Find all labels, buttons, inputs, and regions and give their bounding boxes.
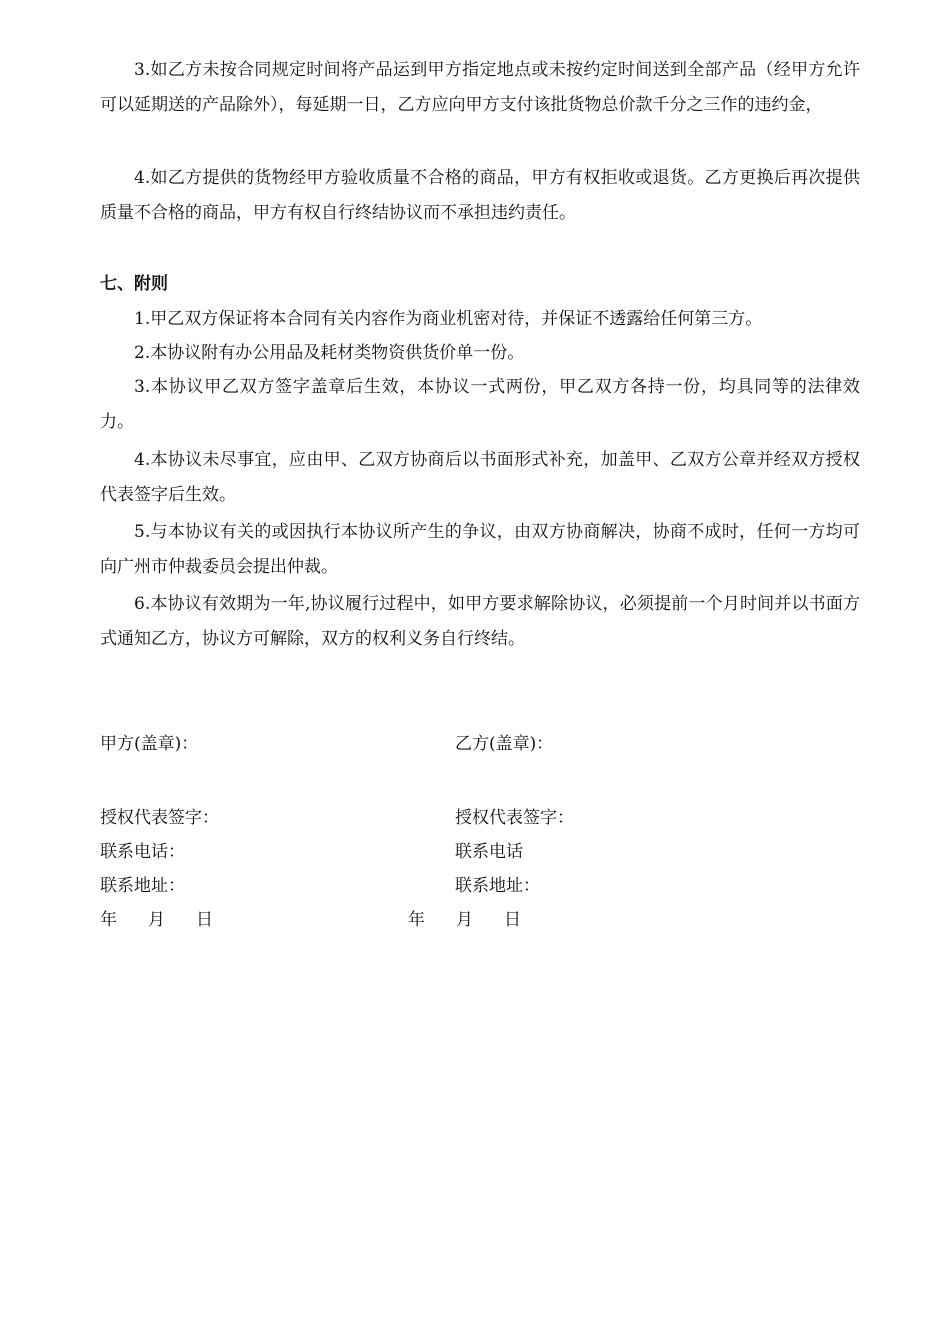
party-b-date-month: 月 (456, 910, 473, 930)
party-a-date-month: 月 (148, 910, 165, 930)
clause-7-1: 1.甲乙双方保证将本合同有关内容作为商业机密对待，并保证不透露给任何第三方。 (134, 309, 763, 329)
party-a-date-day: 日 (196, 910, 213, 930)
clause-6-4: 4.如乙方提供的货物经甲方验收质量不合格的商品，甲方有权拒收或退货。乙方更换后再次提供质量不合格的商品，甲方有权自行终结协议而不承担违约责任。 (100, 168, 860, 223)
party-b-phone-label: 联系电话 (455, 842, 523, 862)
party-a-seal-label: 甲方(盖章)： (100, 734, 199, 754)
section-7-heading: 七、附则 (100, 274, 168, 294)
clause-6-3: 3.如乙方未按合同规定时间将产品运到甲方指定地点或未按约定时间送到全部产品（经甲方允许可以延期送的产品除外），每延期一日，乙方应向甲方支付该批货物总价款千分之三作的违约金， (100, 60, 860, 115)
clause-7-4: 4.本协议未尽事宜，应由甲、乙双方协商后以书面形式补充，加盖甲、乙双方公章并经双方授权代表签字后生效。 (100, 450, 860, 505)
party-b-rep-label: 授权代表签字： (455, 808, 574, 828)
party-b-seal-label: 乙方(盖章)： (455, 734, 554, 754)
party-a-rep-label: 授权代表签字： (100, 808, 219, 828)
party-b-date (408, 903, 521, 938)
party-a-phone-label: 联系电话： (100, 842, 185, 862)
party-a-date-year: 年 (100, 910, 117, 930)
clause-7-3: 3.本协议甲乙双方签字盖章后生效，本协议一式两份，甲乙双方各持一份，均具同等的法律效力。 (100, 377, 860, 432)
party-b-date-year: 年 (408, 910, 425, 930)
clause-7-5: 5.与本协议有关的或因执行本协议所产生的争议，由双方协商解决，协商不成时，任何一方均可向广州市仲裁委员会提出仲裁。 (100, 522, 860, 577)
party-b-address-label: 联系地址： (455, 876, 540, 896)
clause-7-6: 6.本协议有效期为一年,协议履行过程中，如甲方要求解除协议，必须提前一个月时间并以书面方式通知乙方，协议方可解除，双方的权利义务自行终结。 (100, 594, 860, 649)
party-b-date-day: 日 (504, 910, 521, 930)
party-a-address-label: 联系地址： (100, 876, 185, 896)
clause-7-2: 2.本协议附有办公用品及耗材类物资供货价单一份。 (134, 343, 525, 363)
party-a-date (100, 903, 213, 938)
